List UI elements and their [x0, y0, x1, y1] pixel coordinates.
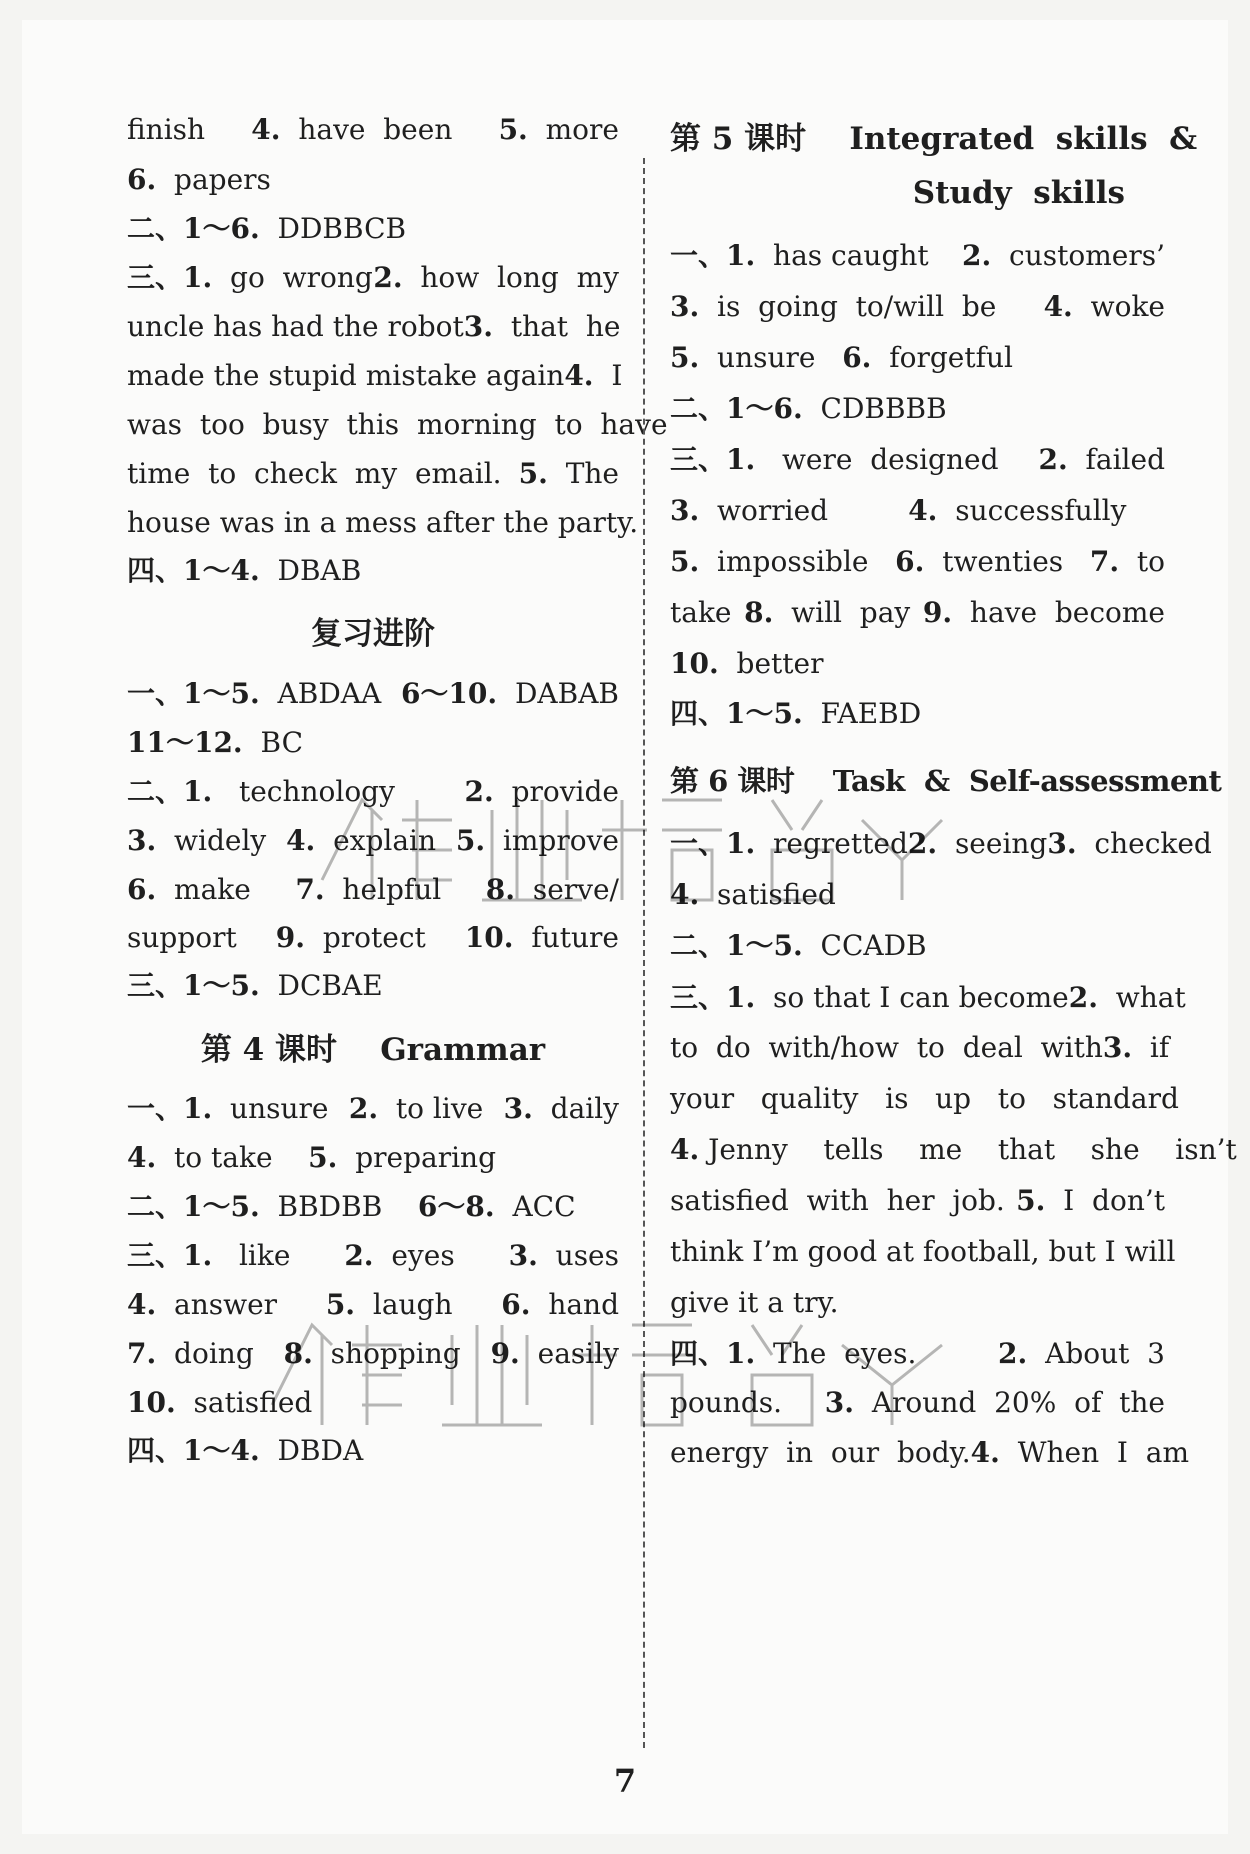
answer-line: 一、1. unsure 2. to live 3. daily	[127, 1092, 619, 1125]
answer-line: 三、1. go wrong 2. how long my	[127, 261, 619, 294]
answer-line: 二、1～6. DDBBCB	[127, 212, 407, 245]
answer-line: 4. Jenny tells me that she isn’t	[670, 1133, 1237, 1166]
answer-line: 四、1～4. DBDA	[127, 1434, 364, 1467]
answer-line: 三、1. so that I can become 2. what	[670, 981, 1186, 1014]
answer-line: 10. satisfied	[127, 1386, 313, 1419]
answer-line: house was in a mess after the party.	[127, 506, 639, 539]
answer-line: 4. satisfied	[670, 878, 836, 911]
answer-line: 四、1～4. DBAB	[127, 554, 362, 587]
answer-line: 一、1. has caught 2. customers’	[670, 239, 1165, 272]
answer-line: 二、1～6. CDBBBB	[670, 392, 947, 425]
answer-line: 5. impossible 6. twenties 7. to	[670, 545, 1165, 578]
answer-line: think I’m good at football, but I will	[670, 1235, 1176, 1268]
answer-line: satisfied with her job. 5. I don’t	[670, 1184, 1165, 1217]
answer-line: 二、1～5. BBDBB 6～8. ACC	[127, 1190, 576, 1223]
section-heading: 第 5 课时 Integrated skills &	[670, 121, 1198, 157]
answer-line: 一、1～5. ABDAA 6～10. DABAB	[127, 677, 619, 710]
answer-line: 三、1. like 2. eyes 3. uses	[127, 1239, 619, 1272]
answer-line: 二、1～5. CCADB	[670, 929, 927, 962]
answer-line: 10. better	[670, 647, 824, 680]
column-divider	[643, 158, 645, 1748]
answer-line: 3. widely 4. explain 5. improve	[127, 824, 619, 857]
answer-line: 4. to take 5. preparing	[127, 1141, 496, 1174]
answer-line: 3. worried 4. successfully	[670, 494, 1127, 527]
answer-line: 5. unsure 6. forgetful	[670, 341, 1013, 374]
answer-line: your quality is up to standard	[670, 1082, 1179, 1115]
answer-line: 11～12. BC	[127, 726, 304, 759]
answer-line: 四、1. The eyes. 2. About 3	[670, 1337, 1165, 1370]
answer-line: 6. make 7. helpful 8. serve/	[127, 873, 619, 906]
answer-line: 四、1～5. FAEBD	[670, 697, 922, 730]
answer-line: finish 4. have been 5. more	[127, 113, 619, 146]
answer-line: 二、1. technology 2. provide	[127, 775, 619, 808]
section-heading: 复习进阶	[311, 616, 435, 652]
answer-line: 3. is going to/will be 4. woke	[670, 290, 1165, 323]
answer-line: 三、1. were designed 2. failed	[670, 443, 1165, 476]
answer-line: time to check my email. 5. The	[127, 457, 619, 490]
answer-page	[22, 20, 1237, 1834]
section-heading: 第 6 课时 Task & Self-assessment	[670, 764, 1222, 798]
answer-line: pounds. 3. Around 20% of the	[670, 1386, 1165, 1419]
answer-line: 一、1. regretted 2. seeing 3. checked	[670, 827, 1212, 860]
answer-line: 7. doing 8. shopping 9. easily	[127, 1337, 619, 1370]
answer-line: made the stupid mistake again 4. I	[127, 359, 623, 392]
answer-line: energy in our body. 4. When I am	[670, 1436, 1190, 1469]
page-number: 7	[613, 1762, 637, 1800]
answer-line: uncle has had the robot 3. that he	[127, 310, 621, 343]
answer-line: 6. papers	[127, 163, 271, 196]
answer-line: was too busy this morning to have	[127, 408, 668, 441]
answer-line: take 8. will pay 9. have become	[670, 596, 1165, 629]
answer-line: support 9. protect 10. future	[127, 921, 619, 954]
answer-line: 4. answer 5. laugh 6. hand	[127, 1288, 619, 1321]
answer-line: 三、1～5. DCBAE	[127, 969, 383, 1002]
section-heading-continued: Study skills	[912, 175, 1125, 211]
answer-line: to do with/how to deal with 3. if	[670, 1031, 1170, 1064]
answer-line: give it a try.	[670, 1286, 839, 1319]
section-heading: 第 4 课时 Grammar	[200, 1032, 546, 1068]
